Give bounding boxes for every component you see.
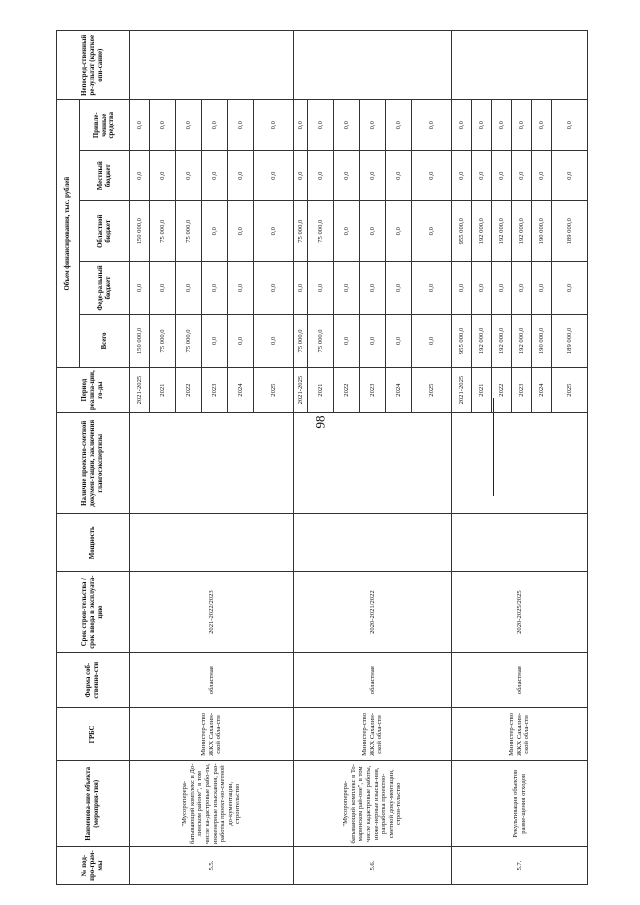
- row-number: 5.7.: [452, 847, 588, 885]
- period-cell: 2021: [472, 367, 492, 412]
- federal-cell: 0,0: [492, 261, 512, 314]
- regional-cell: 0,0: [412, 201, 452, 262]
- total-cell: 192 000,0: [492, 314, 512, 367]
- regional-cell: 150 000,0: [130, 201, 150, 262]
- local-cell: 0,0: [308, 150, 334, 200]
- federal-cell: 0,0: [228, 261, 254, 314]
- docs-cell: [452, 413, 588, 514]
- rotated-table-wrapper: [56, 30, 573, 885]
- col-ownership-header: Форма соб-ственно-сти: [57, 652, 130, 707]
- attracted-cell: 0,0: [492, 100, 512, 151]
- regional-cell: 192 000,0: [492, 201, 512, 262]
- col-period-header: Период реализа-ции, го-ды: [57, 367, 130, 412]
- table-row: [130, 31, 150, 885]
- header-row-1: [57, 31, 80, 885]
- regional-cell: 189 000,0: [552, 201, 588, 262]
- total-cell: 189 000,0: [552, 314, 588, 367]
- total-cell: 75 000,0: [176, 314, 202, 367]
- federal-cell: 0,0: [412, 261, 452, 314]
- period-cell: 2025: [412, 367, 452, 412]
- attracted-cell: 0,0: [228, 100, 254, 151]
- total-cell: 192 000,0: [512, 314, 532, 367]
- row-number: 5.5.: [130, 847, 294, 885]
- object-name: Рекультивация объектов разме-щения отходов: [452, 761, 588, 847]
- regional-cell: 0,0: [360, 201, 386, 262]
- capacity-cell: [452, 514, 588, 572]
- col-docs-header: Наличие проектно-сметной докумен-тации, заключения главгосэкспертизы: [57, 413, 130, 514]
- period-cell: 2022: [334, 367, 360, 412]
- col-num-header: № под-про-грам-мы: [57, 847, 130, 885]
- period-cell: 2021-2025: [294, 367, 308, 412]
- term-cell: 2020-2025/2025: [452, 572, 588, 653]
- col-result-header: Непосред-ственный ре-зультат (краткое опи-сание): [57, 31, 130, 100]
- period-cell: 2022: [176, 367, 202, 412]
- period-cell: 2024: [386, 367, 412, 412]
- total-cell: 0,0: [202, 314, 228, 367]
- federal-cell: 0,0: [202, 261, 228, 314]
- local-cell: 0,0: [512, 150, 532, 200]
- regional-cell: 0,0: [386, 201, 412, 262]
- ownership-cell: областная: [130, 652, 294, 707]
- federal-cell: 0,0: [334, 261, 360, 314]
- local-cell: 0,0: [386, 150, 412, 200]
- local-cell: 0,0: [130, 150, 150, 200]
- col-federal-header: Феде-ральный бюджет: [80, 261, 130, 314]
- regional-cell: 75 000,0: [176, 201, 202, 262]
- federal-cell: 0,0: [294, 261, 308, 314]
- col-grbs-header: ГРБС: [57, 708, 130, 761]
- local-cell: 0,0: [228, 150, 254, 200]
- federal-cell: 0,0: [360, 261, 386, 314]
- attracted-cell: 0,0: [130, 100, 150, 151]
- table-body: [130, 31, 588, 885]
- total-cell: 75 000,0: [308, 314, 334, 367]
- local-cell: 0,0: [472, 150, 492, 200]
- regional-cell: 192 000,0: [512, 201, 532, 262]
- col-capacity-header: Мощность: [57, 514, 130, 572]
- col-name-header: Наименова-ние объекта (мероприя-тия): [57, 761, 130, 847]
- local-cell: 0,0: [412, 150, 452, 200]
- period-cell: 2025: [254, 367, 294, 412]
- federal-cell: 0,0: [254, 261, 294, 314]
- total-cell: 192 000,0: [472, 314, 492, 367]
- period-cell: 2025: [552, 367, 588, 412]
- period-cell: 2021-2025: [452, 367, 472, 412]
- regional-cell: 0,0: [254, 201, 294, 262]
- result-cell: [294, 31, 452, 100]
- total-cell: 150 000,0: [130, 314, 150, 367]
- period-cell: 2024: [228, 367, 254, 412]
- result-cell: [130, 31, 294, 100]
- term-cell: 2021-2022/2023: [130, 572, 294, 653]
- local-cell: 0,0: [150, 150, 176, 200]
- attracted-cell: 0,0: [360, 100, 386, 151]
- attracted-cell: 0,0: [334, 100, 360, 151]
- local-cell: 0,0: [552, 150, 588, 200]
- period-cell: 2023: [202, 367, 228, 412]
- table-row: [294, 31, 308, 885]
- federal-cell: 0,0: [130, 261, 150, 314]
- total-cell: 955 000,0: [452, 314, 472, 367]
- page-number: 98: [312, 415, 327, 429]
- grbs-cell: Министер-ство ЖКХ Сахалин-ской обла-сти: [294, 708, 452, 761]
- regional-cell: 75 000,0: [294, 201, 308, 262]
- local-cell: 0,0: [360, 150, 386, 200]
- attracted-cell: 0,0: [308, 100, 334, 151]
- period-cell: 2023: [512, 367, 532, 412]
- regional-cell: 190 000,0: [532, 201, 552, 262]
- total-cell: 0,0: [360, 314, 386, 367]
- total-cell: 75 000,0: [150, 314, 176, 367]
- local-cell: 0,0: [176, 150, 202, 200]
- attracted-cell: 0,0: [150, 100, 176, 151]
- period-cell: 2024: [532, 367, 552, 412]
- period-cell: 2021: [308, 367, 334, 412]
- period-cell: 2023: [360, 367, 386, 412]
- federal-cell: 0,0: [386, 261, 412, 314]
- local-cell: 0,0: [492, 150, 512, 200]
- ownership-cell: областная: [294, 652, 452, 707]
- regional-cell: 0,0: [228, 201, 254, 262]
- regional-cell: 75 000,0: [308, 201, 334, 262]
- term-cell: 2020-2021/2022: [294, 572, 452, 653]
- financing-table: [56, 30, 588, 885]
- col-funding-header: Объем финансирования, тыс. рублей: [57, 100, 80, 367]
- period-cell: 2022: [492, 367, 512, 412]
- attracted-cell: 0,0: [512, 100, 532, 151]
- object-name: "Мусороперера-батывающий комплекс в До-линском районе", в том числе ка-дастровые рабо-ты, инженерные изыскания, раз-работка проект-но-сметной до-кументации, строительство: [130, 761, 294, 847]
- attracted-cell: 0,0: [412, 100, 452, 151]
- attracted-cell: 0,0: [552, 100, 588, 151]
- row-number: 5.6.: [294, 847, 452, 885]
- regional-cell: 955 000,0: [452, 201, 472, 262]
- federal-cell: 0,0: [150, 261, 176, 314]
- total-cell: 0,0: [386, 314, 412, 367]
- local-cell: 0,0: [202, 150, 228, 200]
- docs-cell: [130, 413, 294, 514]
- attracted-cell: 0,0: [532, 100, 552, 151]
- regional-cell: 0,0: [334, 201, 360, 262]
- regional-cell: 75 000,0: [150, 201, 176, 262]
- federal-cell: 0,0: [452, 261, 472, 314]
- period-cell: 2021: [150, 367, 176, 412]
- local-cell: 0,0: [452, 150, 472, 200]
- local-cell: 0,0: [294, 150, 308, 200]
- table-row: [452, 31, 472, 885]
- attracted-cell: 0,0: [294, 100, 308, 151]
- object-name: "Мусороперера-батывающий комплекс в То-маринском рай-оне", в том числе кадастровые работы, инже-нерные изыска-ния, разработка проектно-сметной доку-ментации, строи-тельство: [294, 761, 452, 847]
- grbs-cell: Министер-ство ЖКХ Сахалин-ской обла-сти: [130, 708, 294, 761]
- col-local-header: Местный бюджет: [80, 150, 130, 200]
- attracted-cell: 0,0: [472, 100, 492, 151]
- regional-cell: 0,0: [202, 201, 228, 262]
- grbs-cell: Министер-ство ЖКХ Сахалин-ской обла-сти: [452, 708, 588, 761]
- attracted-cell: 0,0: [202, 100, 228, 151]
- col-total-header: Всего: [80, 314, 130, 367]
- total-cell: 0,0: [334, 314, 360, 367]
- federal-cell: 0,0: [532, 261, 552, 314]
- ownership-cell: областная: [452, 652, 588, 707]
- capacity-cell: [294, 514, 452, 572]
- federal-cell: 0,0: [176, 261, 202, 314]
- attracted-cell: 0,0: [386, 100, 412, 151]
- attracted-cell: 0,0: [176, 100, 202, 151]
- local-cell: 0,0: [532, 150, 552, 200]
- period-cell: 2021-2025: [130, 367, 150, 412]
- regional-cell: 192 000,0: [472, 201, 492, 262]
- attracted-cell: 0,0: [452, 100, 472, 151]
- federal-cell: 0,0: [308, 261, 334, 314]
- col-attracted-header: Привле-ченные средства: [80, 100, 130, 151]
- result-cell: [452, 31, 588, 100]
- total-cell: 75 000,0: [294, 314, 308, 367]
- col-regional-header: Областной бюджет: [80, 201, 130, 262]
- total-cell: 0,0: [254, 314, 294, 367]
- col-term-header: Срок строи-тельства / срок ввода в эксплуата-цию: [57, 572, 130, 653]
- local-cell: 0,0: [334, 150, 360, 200]
- total-cell: 0,0: [228, 314, 254, 367]
- local-cell: 0,0: [254, 150, 294, 200]
- attracted-cell: 0,0: [254, 100, 294, 151]
- capacity-cell: [130, 514, 294, 572]
- docs-cell: [294, 413, 452, 514]
- federal-cell: 0,0: [552, 261, 588, 314]
- federal-cell: 0,0: [512, 261, 532, 314]
- total-cell: 190 000,0: [532, 314, 552, 367]
- federal-cell: 0,0: [472, 261, 492, 314]
- total-cell: 0,0: [412, 314, 452, 367]
